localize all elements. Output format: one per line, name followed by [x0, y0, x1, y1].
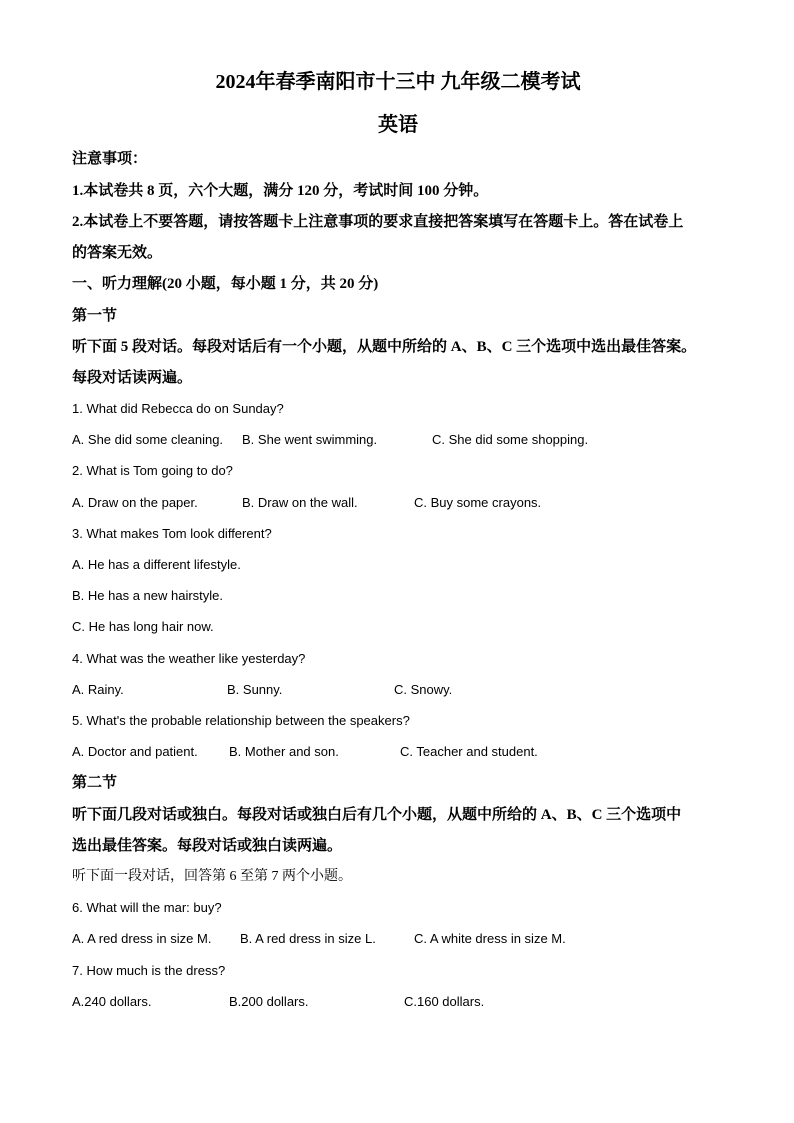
question-2-option-b: B. Draw on the wall.	[242, 495, 358, 510]
question-4-option-a: A. Rainy.	[72, 682, 124, 697]
question-1-option-c: C. She did some shopping.	[432, 432, 589, 447]
question-1-option-a: A. She did some cleaning.	[72, 432, 224, 447]
part-1-label: 第一节	[72, 308, 118, 324]
question-3-option-a: A. He has a different lifestyle.	[72, 557, 241, 572]
question-5-option-c: C. Teacher and student.	[400, 744, 538, 759]
subject-title: 英语	[378, 114, 418, 136]
question-3-option-b: B. He has a new hairstyle.	[72, 588, 224, 603]
question-5-option-b: B. Mother and son.	[229, 744, 339, 759]
section-1-title: 一、听力理解(20 小题，每小题 1 分，共 20 分)	[72, 276, 379, 292]
question-6-stem: 6. What will the mar: buy?	[72, 900, 222, 915]
question-6-option-b: B. A red dress in size L.	[240, 931, 376, 946]
question-6-option-a: A. A red dress in size M.	[72, 931, 212, 946]
notes-item-1: 1.本试卷共 8 页，六个大题，满分 120 分，考试时间 100 分钟。	[72, 183, 489, 199]
question-5-stem: 5. What's the probable relationship between the speakers?	[72, 713, 410, 728]
question-1-stem: 1. What did Rebecca do on Sunday?	[72, 401, 284, 416]
question-4-option-b: B. Sunny.	[227, 682, 283, 697]
exam-title: 2024年春季南阳市十三中 九年级二模考试	[215, 71, 581, 93]
notes-item-2-line-1: 2.本试卷上不要答题，请按答题卡上注意事项的要求直接把答案填写在答题卡上。答在试卷上	[72, 214, 684, 230]
notes-heading: 注意事项：	[72, 151, 148, 167]
question-5-option-a: A. Doctor and patient.	[72, 744, 198, 759]
part-1-instruction-line-2: 每段对话读两遍。	[72, 370, 193, 386]
question-3-option-c: C. He has long hair now.	[72, 619, 214, 634]
question-2-stem: 2. What is Tom going to do?	[72, 463, 233, 478]
question-2-option-c: C. Buy some crayons.	[414, 495, 542, 510]
question-7-stem: 7. How much is the dress?	[72, 963, 226, 978]
question-7-option-c: C.160 dollars.	[404, 994, 485, 1009]
part-2-label: 第二节	[72, 775, 118, 791]
part-2-instruction-line-1: 听下面几段对话或独白。每段对话或独白后有几个小题，从题中所给的 A、B、C 三个选项中	[72, 807, 682, 823]
question-3-stem: 3. What makes Tom look different?	[72, 526, 272, 541]
part-2-instruction-line-2: 选出最佳答案。每段对话或独白读两遍。	[72, 838, 343, 854]
question-7-option-b: B.200 dollars.	[229, 994, 309, 1009]
part-1-instruction-line-1: 听下面 5 段对话。每段对话后有一个小题，从题中所给的 A、B、C 三个选项中选出最佳答案。	[72, 339, 697, 355]
question-6-option-c: C. A white dress in size M.	[414, 931, 566, 946]
notes-item-2-line-2: 的答案无效。	[72, 245, 163, 261]
question-4-stem: 4. What was the weather like yesterday?	[72, 651, 306, 666]
question-4-option-c: C. Snowy.	[394, 682, 453, 697]
question-2-option-a: A. Draw on the paper.	[72, 495, 198, 510]
part-2-subinstruction: 听下面一段对话，回答第 6 至第 7 两个小题。	[72, 869, 352, 884]
question-1-option-b: B. She went swimming.	[242, 432, 378, 447]
question-7-option-a: A.240 dollars.	[72, 994, 152, 1009]
